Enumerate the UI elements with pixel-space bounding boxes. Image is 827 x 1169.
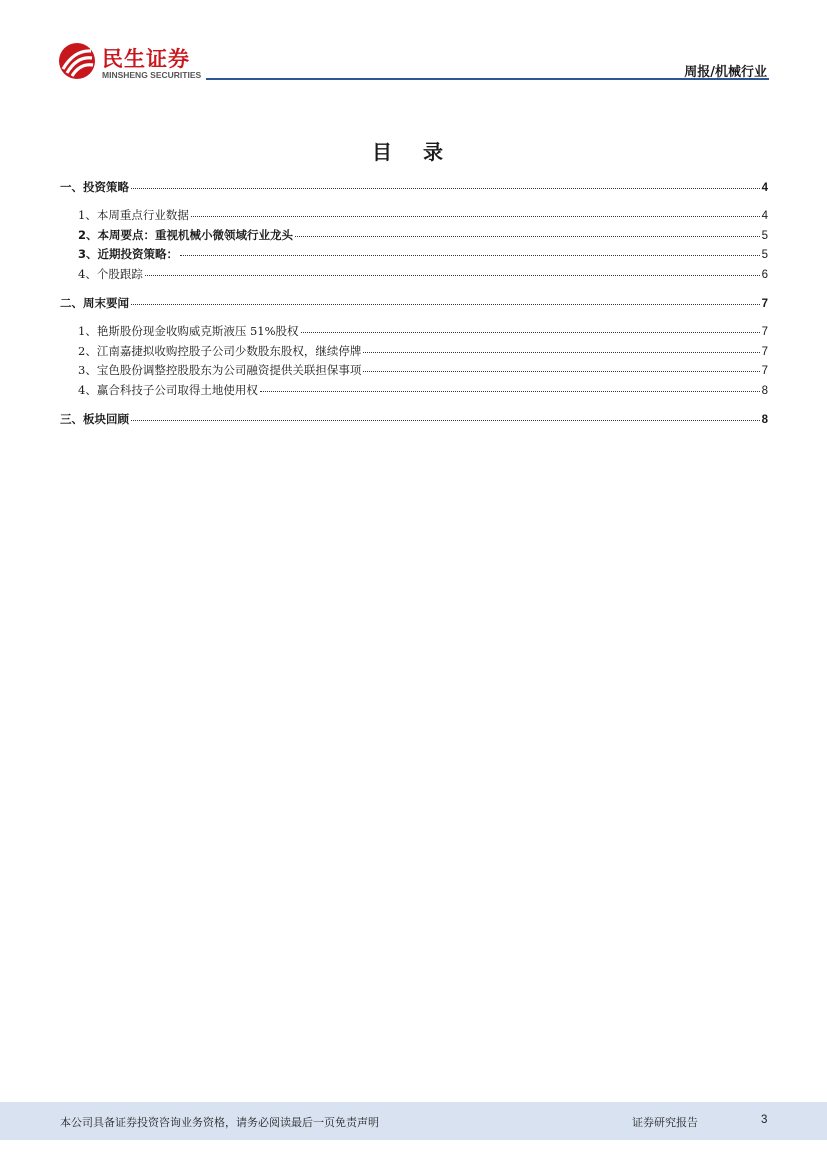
toc-entry-investment-strategy[interactable] <box>60 179 768 195</box>
toc-entry-text: 一、投资策略 <box>60 180 129 194</box>
toc-title: 目 录 <box>372 140 455 164</box>
toc-leader-dots <box>131 304 760 305</box>
toc-entry-text: 4、赢合科技子公司取得土地使用权 <box>78 383 258 397</box>
toc-entry-text: 1、艳斯股份现金收购威克斯液压 51%股权 <box>78 324 299 338</box>
toc-entry-weekend-news[interactable] <box>60 295 768 311</box>
toc-leader-dots <box>145 275 760 276</box>
toc-leader-dots <box>363 371 759 372</box>
toc-leader-dots <box>301 332 760 333</box>
toc-entry-news-2[interactable] <box>78 343 768 359</box>
toc-entry-page: 8 <box>761 385 768 397</box>
toc-entry-page: 7 <box>761 365 768 377</box>
toc-entry-text: 4、个股跟踪 <box>78 267 143 281</box>
toc-entry-text: 3、宝色股份调整控股股东为公司融资提供关联担保事项 <box>78 363 362 377</box>
toc-entry-text: 3、近期投资策略： <box>78 247 179 261</box>
toc-entry-page: 8 <box>761 414 768 426</box>
logo-chinese-name: 民生证券 <box>102 47 190 71</box>
toc-entry-news-4[interactable] <box>78 382 768 398</box>
toc-leader-dots <box>363 352 759 353</box>
toc-leader-dots <box>295 236 760 237</box>
toc-entry-news-1[interactable] <box>78 323 768 339</box>
footer-disclaimer: 本公司具备证券投资咨询业务资格，请务必阅读最后一页免责声明 <box>60 1116 379 1129</box>
toc-entry-stock-tracking[interactable] <box>78 266 768 282</box>
toc-entry-weekly-focus[interactable] <box>78 227 768 243</box>
toc-entry-page: 4 <box>761 182 768 194</box>
toc-entry-page: 7 <box>761 326 768 338</box>
toc-entry-page: 6 <box>761 269 768 281</box>
toc-leader-dots <box>131 188 760 189</box>
toc-entry-page: 4 <box>761 210 768 222</box>
toc-entry-sector-review[interactable] <box>60 411 768 427</box>
report-type-label: 周报/机械行业 <box>684 65 767 80</box>
toc-leader-dots <box>260 391 760 392</box>
toc-entry-page: 7 <box>761 298 768 310</box>
toc-leader-dots <box>191 216 760 217</box>
toc-entry-text: 2、本周要点：重视机械小微领域行业龙头 <box>78 228 293 242</box>
toc-entry-page: 5 <box>761 230 768 242</box>
toc-entry-page: 5 <box>761 249 768 261</box>
toc-leader-dots <box>131 420 760 421</box>
footer-page-number: 3 <box>761 1114 768 1126</box>
page-header <box>0 0 827 90</box>
logo-english-name: MINSHENG SECURITIES <box>102 70 202 80</box>
toc-entry-text: 三、板块回顾 <box>60 412 129 426</box>
footer-doc-type: 证券研究报告 <box>632 1116 698 1129</box>
toc-leader-dots <box>180 255 760 256</box>
toc-entry-recent-strategy[interactable] <box>78 246 768 262</box>
toc-entry-weekly-data[interactable] <box>78 207 768 223</box>
toc-entry-text: 二、周末要闻 <box>60 296 129 310</box>
minsheng-emblem-icon <box>58 42 96 80</box>
toc-entry-page: 7 <box>761 346 768 358</box>
minsheng-logo <box>58 42 210 82</box>
toc-entry-news-3[interactable] <box>78 362 768 378</box>
toc-entry-text: 2、江南嘉捷拟收购控股子公司少数股东股权，继续停牌 <box>78 344 362 358</box>
toc-entry-text: 1、本周重点行业数据 <box>78 208 189 222</box>
page-footer <box>0 1102 827 1140</box>
